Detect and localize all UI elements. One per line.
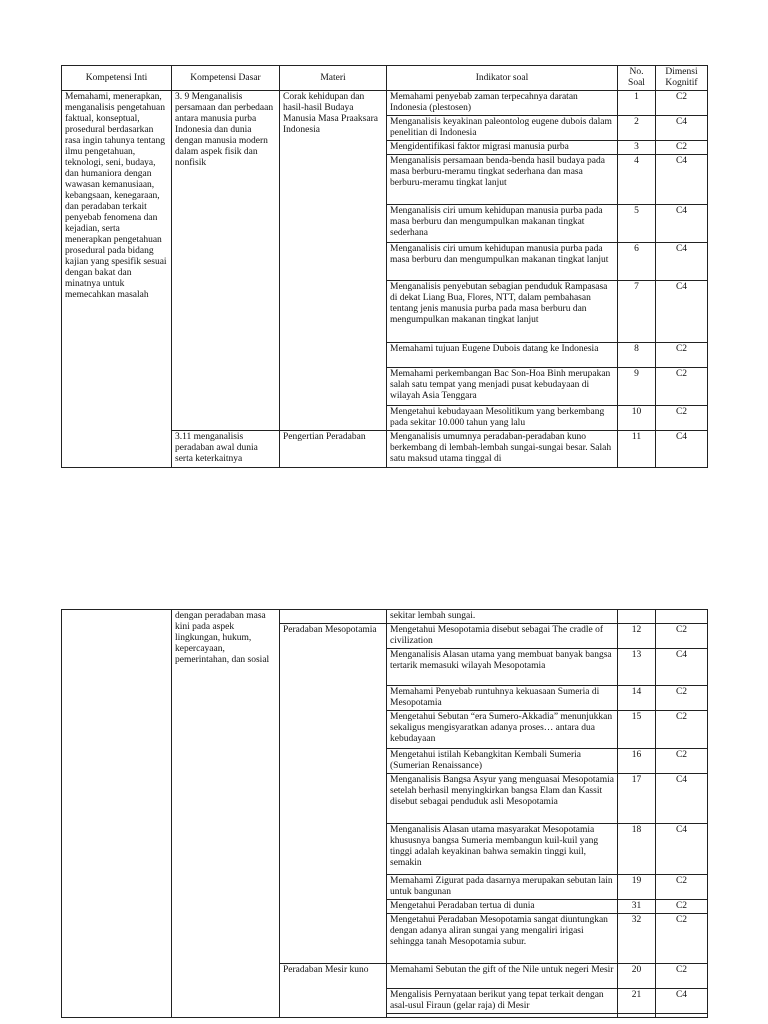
dimensi-cell: C4 (656, 774, 708, 824)
indikator-cell: Menganalisis umumnya peradaban-peradaban kuno berkembang di lembah-lembah sungai-sungai besar. Salah satu maksud utama tinggal di (387, 431, 618, 468)
materi-cell (280, 610, 387, 624)
materi-cell: Corak kehidupan dan hasil-hasil Budaya Manusia Masa Praaksara Indonesia (280, 91, 387, 431)
dimensi-cell: C2 (656, 91, 708, 116)
header-kompetensi-dasar: Kompetensi Dasar (172, 66, 280, 91)
indikator-cell: Mengetahui Sebutan “era Sumero-Akkadia” menunjukkan sekaligus mengisyaratkan adanya proses… antara dua kebudayaan (387, 711, 618, 749)
competency-table-page2 (61, 609, 708, 1018)
no-soal-cell: 8 (618, 343, 656, 368)
no-soal-cell: 6 (618, 243, 656, 281)
indikator-cell: Menganalisis penyebutan sebagian penduduk Rampasasa di dekat Liang Bua, Flores, NTT, dalam pembahasan tentang jenis manusia purba pada masa berburu dan mengumpulkan makanan tingkat lanjut (387, 281, 618, 343)
no-soal-cell: 19 (618, 875, 656, 900)
competency-table-page1 (61, 65, 708, 468)
no-soal-cell: 5 (618, 205, 656, 243)
dimensi-cell: C4 (656, 649, 708, 686)
no-soal-cell: 17 (618, 774, 656, 824)
no-soal-cell (618, 1014, 656, 1018)
table-row (62, 91, 708, 116)
kompetensi-inti-cell (62, 610, 172, 1018)
dimensi-cell: C4 (656, 155, 708, 205)
indikator-cell: Memahami perkembangan Bac Son-Hoa Binh merupakan salah satu tempat yang menjadi pusat kebudayaan di wilayah Asia Tenggara (387, 368, 618, 406)
materi-cell: Pengertian Peradaban (280, 431, 387, 468)
indikator-cell: Mengalisis Pernyataan berikut yang tepat terkait dengan asal-usul Firaun (gelar raja) di Mesir (387, 989, 618, 1014)
dimensi-cell: C2 (656, 900, 708, 914)
no-soal-cell: 32 (618, 914, 656, 964)
no-soal-cell: 13 (618, 649, 656, 686)
no-soal-cell: 31 (618, 900, 656, 914)
indikator-cell: sekitar lembah sungai. (387, 610, 618, 624)
no-soal-cell: 7 (618, 281, 656, 343)
no-soal-cell: 4 (618, 155, 656, 205)
no-soal-cell: 16 (618, 749, 656, 774)
no-soal-cell: 15 (618, 711, 656, 749)
dimensi-cell (656, 1014, 708, 1018)
indikator-cell: Menganalisis Alasan utama yang membuat banyak bangsa tertarik memasuki wilayah Mesopotamia (387, 649, 618, 686)
no-soal-cell: 12 (618, 624, 656, 649)
materi-cell: Peradaban Mesopotamia (280, 624, 387, 964)
indikator-cell: Memahami Penyebab runtuhnya kekuasaan Sumeria di Mesopotamia (387, 686, 618, 711)
dimensi-cell: C2 (656, 964, 708, 989)
dimensi-cell: C2 (656, 686, 708, 711)
indikator-cell: Memahami Sebutan the gift of the Nile untuk negeri Mesir (387, 964, 618, 989)
header-indikator-soal: Indikator soal (387, 66, 618, 91)
header-no-soal: No. Soal (618, 66, 656, 91)
indikator-cell: Mengetahui Mesopotamia disebut sebagai The cradle of civilization (387, 624, 618, 649)
no-soal-cell: 1 (618, 91, 656, 116)
dimensi-cell: C2 (656, 711, 708, 749)
no-soal-cell: 21 (618, 989, 656, 1014)
no-soal-cell: 18 (618, 824, 656, 875)
no-soal-cell: 2 (618, 116, 656, 141)
no-soal-cell: 20 (618, 964, 656, 989)
no-soal-cell: 11 (618, 431, 656, 468)
header-dimensi-kognitif: Dimensi Kognitif (656, 66, 708, 91)
indikator-cell: Menganalisis ciri umum kehidupan manusia purba pada masa berburu dan mengumpulkan makanan tingkat sederhana (387, 205, 618, 243)
materi-cell: Peradaban Mesir kuno (280, 964, 387, 1018)
indikator-cell: Mengetahui istilah Kebangkitan Kembali Sumeria (Sumerian Renaissance) (387, 749, 618, 774)
dimensi-cell: C2 (656, 749, 708, 774)
indikator-cell: Menganalisis ciri umum kehidupan manusia purba pada masa berburu dan mengumpulkan makanan tingkat lanjut (387, 243, 618, 281)
indikator-cell: Mengetahui Peradaban Mesopotamia sangat diuntungkan dengan adanya aliran sungai yang mengaliri irigasi sehingga tanah Mesopotamia subur. (387, 914, 618, 964)
table-header-row (62, 66, 708, 91)
table-row (62, 610, 708, 624)
kompetensi-inti-cell: Memahami, menerapkan, menganalisis pengetahuan faktual, konseptual, prosedural berdasarkan rasa ingin tahunya tentang ilmu pengetahuan, teknologi, seni, budaya, dan humaniora dengan wawasan kemanusiaan, kebangsaan, kenegaraan, dan peradaban terkait penyebab fenomena dan kejadian, serta menerapkan pengetahuan prosedural pada bidang kajian yang spesifik sesuai dengan bakat dan minatnya untuk memecahkan masalah (62, 91, 172, 468)
dimensi-cell: C2 (656, 368, 708, 406)
dimensi-cell: C2 (656, 141, 708, 155)
dimensi-cell: C2 (656, 875, 708, 900)
dimensi-cell: C2 (656, 343, 708, 368)
kompetensi-dasar-cell: 3.11 menganalisis peradaban awal dunia serta keterkaitnya (172, 431, 280, 468)
dimensi-cell: C2 (656, 914, 708, 964)
kompetensi-dasar-cell: 3. 9 Menganalisis persamaan dan perbedaan antara manusia purba Indonesia dan dunia dengan manusia modern dalam aspek fisik dan nonfisik (172, 91, 280, 431)
dimensi-cell: C2 (656, 406, 708, 431)
indikator-cell (387, 1014, 618, 1018)
header-kompetensi-inti: Kompetensi Inti (62, 66, 172, 91)
no-soal-cell: 14 (618, 686, 656, 711)
indikator-cell: Menganalisis Bangsa Asyur yang menguasai Mesopotamia setelah berhasil menyingkirkan bangsa Elam dan Kassit disebut sebagai penduduk asli Mesopotamia (387, 774, 618, 824)
header-materi: Materi (280, 66, 387, 91)
indikator-cell: Mengidentifikasi faktor migrasi manusia purba (387, 141, 618, 155)
indikator-cell: Menganalisis Alasan utama masyarakat Mesopotamia khususnya bangsa Sumeria membangun kuil-kuil yang tinggi adalah keyakinan bahwa semakin tinggi kuil, semakin (387, 824, 618, 875)
indikator-cell: Menganalisis keyakinan paleontolog eugene dubois dalam penelitian di Indonesia (387, 116, 618, 141)
indikator-cell: Memahami tujuan Eugene Dubois datang ke Indonesia (387, 343, 618, 368)
kompetensi-dasar-cell: dengan peradaban masa kini pada aspek lingkungan, hukum, kepercayaan, pemerintahan, dan sosial (172, 610, 280, 1018)
dimensi-cell: C4 (656, 243, 708, 281)
indikator-cell: Mengetahui Peradaban tertua di dunia (387, 900, 618, 914)
dimensi-cell: C2 (656, 624, 708, 649)
indikator-cell: Memahami penyebab zaman terpecahnya daratan Indonesia (plestosen) (387, 91, 618, 116)
dimensi-cell (656, 610, 708, 624)
no-soal-cell: 10 (618, 406, 656, 431)
no-soal-cell (618, 610, 656, 624)
indikator-cell: Menganalisis persamaan benda-benda hasil budaya pada masa berburu-meramu tingkat sederhana dan masa berburu-meramu tingkat lanjut (387, 155, 618, 205)
indikator-cell: Memahami Zigurat pada dasarnya merupakan sebutan lain untuk bangunan (387, 875, 618, 900)
dimensi-cell: C4 (656, 116, 708, 141)
dimensi-cell: C4 (656, 431, 708, 468)
no-soal-cell: 3 (618, 141, 656, 155)
dimensi-cell: C4 (656, 989, 708, 1014)
indikator-cell: Mengetahui kebudayaan Mesolitikum yang berkembang pada sekitar 10.000 tahun yang lalu (387, 406, 618, 431)
dimensi-cell: C4 (656, 205, 708, 243)
no-soal-cell: 9 (618, 368, 656, 406)
dimensi-cell: C4 (656, 281, 708, 343)
dimensi-cell: C4 (656, 824, 708, 875)
